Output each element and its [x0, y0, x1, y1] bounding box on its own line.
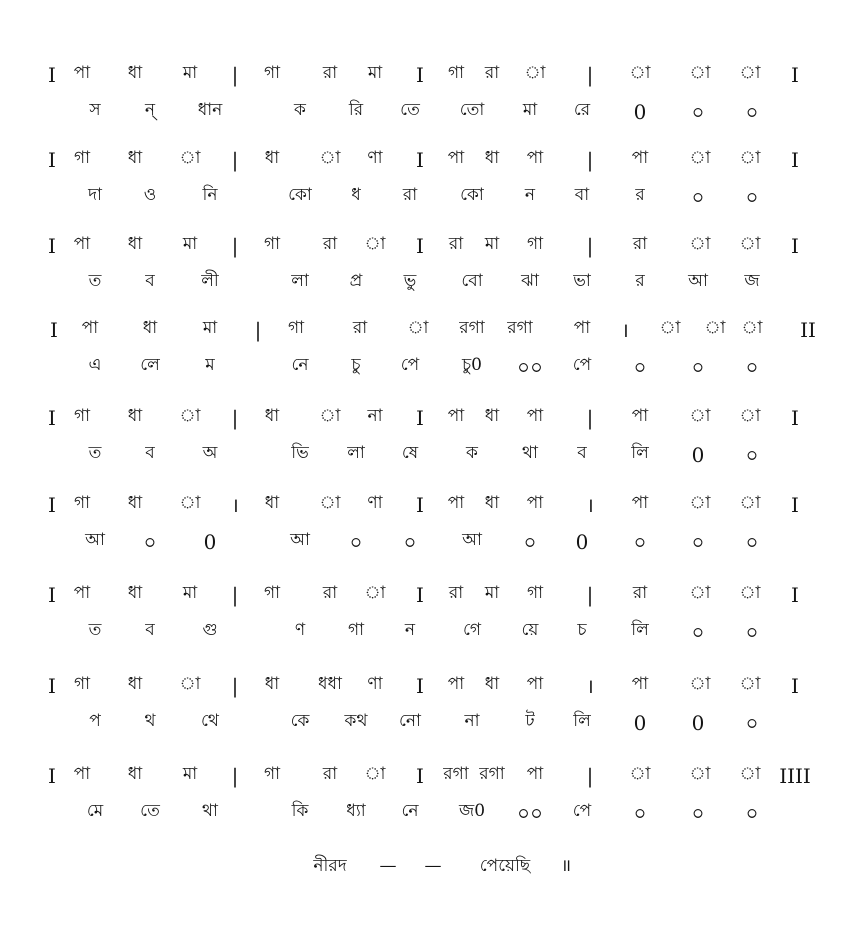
footer-word-peyechi: পেয়েছি [479, 856, 531, 876]
swara-cell: া [689, 63, 711, 83]
swara-cell: পা [631, 406, 649, 426]
lyric-syllable: ভু [403, 271, 417, 291]
swara-cell: পা [73, 583, 91, 603]
swara-cell: া [364, 583, 386, 603]
lyric-syllable: ০ [745, 711, 759, 735]
swara-cell: া [629, 63, 651, 83]
swara-cell: I [791, 148, 799, 172]
swara-cell: পা [73, 234, 91, 254]
swara-cell: পা [447, 674, 465, 694]
lyric-syllable: ব [145, 271, 155, 291]
footer-word-nirod: নীরদ [313, 856, 347, 876]
swara-cell: I [416, 674, 424, 698]
swara-cell: মা [182, 234, 198, 254]
swara-cell: পা [526, 406, 544, 426]
lyric-syllable: লী [201, 271, 219, 291]
swara-cell: I [416, 764, 424, 788]
swara-cell: I [50, 318, 58, 342]
swara-cell: গা [263, 234, 281, 254]
lyric-syllable: ক [466, 443, 478, 463]
lyric-syllable: ০ [691, 185, 705, 209]
swara-cell: I [48, 493, 56, 517]
swara-cell: গা [526, 583, 544, 603]
swara-cell: I [791, 63, 799, 87]
swara-cell: া [689, 493, 711, 513]
lyric-syllable: ত [88, 443, 102, 463]
swara-cell: া [739, 148, 761, 168]
swara-cell: । [586, 674, 594, 698]
lyric-syllable: ধ্যা [346, 801, 366, 821]
footer-dash-1: — [379, 856, 397, 876]
swara-cell: পা [447, 148, 465, 168]
swara-cell: I [416, 406, 424, 430]
swara-cell: া [364, 234, 386, 254]
lyric-syllable: কো [460, 185, 484, 205]
swara-cell: রা [484, 63, 500, 83]
swara-cell: মা [182, 583, 198, 603]
lyric-syllable: চ [577, 620, 587, 640]
lyric-syllable: থা [522, 443, 538, 463]
swara-cell: া [319, 406, 341, 426]
lyric-syllable: ০ [349, 530, 363, 554]
swara-cell: মা [202, 318, 218, 338]
swara-cell: I [791, 406, 799, 430]
lyric-syllable: রি [348, 100, 364, 120]
swara-cell: পা [447, 493, 465, 513]
lyric-syllable: গা [347, 620, 365, 640]
swara-cell: | [231, 406, 239, 430]
lyric-syllable: প্র [349, 271, 363, 291]
lyric-syllable: আ [85, 530, 105, 550]
lyric-syllable: কে [290, 711, 310, 731]
swara-cell: ধা [127, 493, 143, 513]
swara-cell: । [231, 493, 239, 517]
swara-cell: | [231, 148, 239, 172]
swara-cell: I [416, 148, 424, 172]
lyric-syllable: ০ [691, 530, 705, 554]
swara-cell: গা [287, 318, 305, 338]
lyric-syllable: য়ে [521, 620, 539, 640]
lyric-syllable: তো [459, 100, 485, 120]
swara-cell: ধা [127, 234, 143, 254]
swara-cell: II [800, 318, 816, 342]
lyric-syllable: বো [461, 271, 483, 291]
lyric-syllable: চু [351, 355, 361, 375]
swara-cell: রগা [459, 318, 485, 338]
swara-cell: গা [263, 583, 281, 603]
lyric-syllable: তে [400, 100, 420, 120]
lyric-syllable: ০ [691, 100, 705, 124]
swara-cell: না [367, 406, 383, 426]
lyric-syllable: ভি [291, 443, 309, 463]
lyric-syllable: চু0 [462, 355, 482, 375]
swara-cell: া [739, 764, 761, 784]
lyric-syllable: 0 [633, 100, 647, 124]
lyric-syllable: ধ [351, 185, 361, 205]
lyric-syllable: কো [288, 185, 312, 205]
lyric-syllable: ০ [633, 355, 647, 379]
lyric-syllable: ব [145, 620, 155, 640]
lyric-syllable: থা [202, 801, 218, 821]
swara-cell: রা [322, 764, 338, 784]
lyric-syllable: ০ [143, 530, 157, 554]
swara-cell: া [179, 406, 201, 426]
lyric-syllable: ও [143, 185, 157, 205]
swara-cell: রা [322, 234, 338, 254]
swara-cell: রগা [507, 318, 533, 338]
swara-cell: পা [447, 406, 465, 426]
swara-cell: রা [448, 234, 464, 254]
swara-cell: া [739, 406, 761, 426]
swara-cell: গা [447, 63, 465, 83]
swara-cell: া [739, 493, 761, 513]
lyric-syllable: এ [88, 355, 102, 375]
lyric-syllable: ০ [745, 443, 759, 467]
lyric-syllable: কথ [344, 711, 368, 731]
swara-cell: | [586, 148, 594, 172]
swara-cell: I [791, 234, 799, 258]
lyric-syllable: লা [347, 443, 365, 463]
swara-cell: ধা [264, 148, 280, 168]
swara-cell: I [48, 583, 56, 607]
swara-cell: রা [322, 63, 338, 83]
lyric-syllable: পে [400, 355, 420, 375]
lyric-syllable: প [89, 711, 101, 731]
lyric-syllable: ব [577, 443, 587, 463]
lyric-syllable: লে [140, 355, 160, 375]
swara-cell: ধা [127, 148, 143, 168]
swara-cell: I [48, 63, 56, 87]
lyric-syllable: আ [462, 530, 482, 550]
lyric-syllable: ব [145, 443, 155, 463]
swara-cell: গা [73, 406, 91, 426]
swara-cell: | [231, 764, 239, 788]
lyric-syllable: ন [404, 620, 416, 640]
lyric-syllable: ষে [401, 443, 419, 463]
lyric-syllable: গু [202, 620, 218, 640]
swara-cell: া [629, 764, 651, 784]
swara-cell: I [48, 148, 56, 172]
lyric-syllable: 0 [575, 530, 589, 554]
lyric-syllable: ০০ [516, 355, 544, 379]
lyric-syllable: 0 [691, 711, 705, 735]
swara-cell: ধা [127, 583, 143, 603]
swara-cell: পা [526, 764, 544, 784]
swara-cell: পা [73, 63, 91, 83]
swara-cell: I [416, 493, 424, 517]
lyric-syllable: মা [522, 100, 538, 120]
lyric-syllable: ০ [745, 801, 759, 825]
swara-cell: া [739, 583, 761, 603]
lyric-syllable: ম [205, 355, 215, 375]
lyric-syllable: পে [572, 801, 592, 821]
swara-cell: গা [526, 234, 544, 254]
swara-cell: মা [484, 234, 500, 254]
swara-cell: া [741, 318, 763, 338]
swara-cell: ধা [484, 493, 500, 513]
lyric-syllable: লি [573, 711, 591, 731]
swara-cell: পা [526, 674, 544, 694]
lyric-syllable: জ [744, 271, 760, 291]
swara-cell: ধা [484, 148, 500, 168]
swara-cell: ধা [127, 764, 143, 784]
swara-cell: া [364, 764, 386, 784]
lyric-syllable: থ [144, 711, 156, 731]
swara-cell: পা [526, 493, 544, 513]
swara-cell: া [689, 674, 711, 694]
lyric-syllable: ০ [745, 620, 759, 644]
swara-cell: া [689, 234, 711, 254]
swara-cell: ধা [127, 63, 143, 83]
lyric-syllable: লি [631, 620, 649, 640]
lyric-syllable: নে [291, 355, 309, 375]
lyric-syllable: র [635, 185, 645, 205]
lyric-syllable: নে [401, 801, 419, 821]
swara-cell: I [791, 493, 799, 517]
lyric-syllable: ন্ [144, 100, 156, 120]
lyric-syllable: ০০ [516, 801, 544, 825]
swara-cell: া [407, 318, 429, 338]
swara-cell: রা [632, 234, 648, 254]
swara-cell: | [231, 234, 239, 258]
swara-cell: পা [73, 764, 91, 784]
swara-cell: I [791, 583, 799, 607]
swara-cell: I [48, 674, 56, 698]
swara-cell: I [48, 406, 56, 430]
swara-cell: I [48, 764, 56, 788]
swara-cell: ধা [484, 406, 500, 426]
swara-cell: া [319, 493, 341, 513]
swara-cell: । [586, 493, 594, 517]
swara-cell: ধা [484, 674, 500, 694]
lyric-syllable: ০ [633, 801, 647, 825]
swara-cell: | [586, 764, 594, 788]
lyric-syllable: তে [140, 801, 160, 821]
swara-cell: | [586, 406, 594, 430]
lyric-syllable: অ [202, 443, 218, 463]
swara-cell: রা [448, 583, 464, 603]
swara-cell: IIII [779, 764, 811, 788]
lyric-syllable: কি [291, 801, 309, 821]
swara-cell: া [319, 148, 341, 168]
swara-cell: পা [631, 148, 649, 168]
swara-cell: | [254, 318, 262, 342]
lyric-syllable: ০ [403, 530, 417, 554]
lyric-syllable: নো [399, 711, 421, 731]
swara-cell: ধধা [318, 674, 342, 694]
swara-cell: া [179, 493, 201, 513]
swara-cell: রা [352, 318, 368, 338]
swara-cell: া [739, 674, 761, 694]
swara-cell: ধা [127, 406, 143, 426]
lyric-syllable: ক [294, 100, 306, 120]
swara-cell: পা [526, 148, 544, 168]
swara-cell: রা [632, 583, 648, 603]
lyric-syllable: ০ [745, 530, 759, 554]
swara-cell: রগা [479, 764, 505, 784]
lyric-syllable: ০ [633, 530, 647, 554]
swara-cell: গা [263, 63, 281, 83]
lyric-syllable: ০ [691, 801, 705, 825]
swara-cell: | [586, 234, 594, 258]
swara-cell: মা [484, 583, 500, 603]
swara-cell: I [416, 583, 424, 607]
swara-cell: রগা [443, 764, 469, 784]
lyric-syllable: নি [202, 185, 218, 205]
lyric-syllable: ০ [523, 530, 537, 554]
lyric-syllable: আ [688, 271, 708, 291]
swara-cell: I [416, 234, 424, 258]
lyric-syllable: থে [201, 711, 219, 731]
swara-cell: | [586, 583, 594, 607]
footer-dash-2: — [424, 856, 442, 876]
swara-cell: া [179, 148, 201, 168]
lyric-syllable: লা [291, 271, 309, 291]
footer-end-mark: ॥ [560, 856, 572, 876]
swara-cell: | [231, 63, 239, 87]
swara-cell: া [659, 318, 681, 338]
swara-cell: ণা [367, 148, 383, 168]
lyric-syllable: ট [525, 711, 535, 731]
lyric-syllable: ০ [691, 355, 705, 379]
lyric-syllable: আ [290, 530, 310, 550]
lyric-syllable: ঝা [521, 271, 539, 291]
swara-cell: । [621, 318, 629, 342]
swara-cell: ধা [142, 318, 158, 338]
swara-cell: া [739, 234, 761, 254]
lyric-syllable: ০ [745, 355, 759, 379]
lyric-syllable: রে [573, 100, 591, 120]
lyric-syllable: রা [402, 185, 418, 205]
swara-cell: মা [182, 764, 198, 784]
swara-cell: ধা [127, 674, 143, 694]
lyric-syllable: জ0 [458, 801, 486, 821]
lyric-syllable: ভা [573, 271, 591, 291]
swara-cell: া [689, 406, 711, 426]
lyric-syllable: না [464, 711, 480, 731]
swara-cell: | [231, 674, 239, 698]
lyric-syllable: ত [88, 271, 102, 291]
lyric-syllable: 0 [691, 443, 705, 467]
lyric-syllable: ধান [197, 100, 223, 120]
swara-cell: ণা [367, 493, 383, 513]
lyric-syllable: পে [572, 355, 592, 375]
swara-cell: া [689, 583, 711, 603]
swara-cell: পা [573, 318, 591, 338]
swara-cell: ধা [264, 406, 280, 426]
swara-cell: গা [73, 493, 91, 513]
swara-cell: মা [182, 63, 198, 83]
swara-cell: ধা [264, 674, 280, 694]
swara-cell: | [586, 63, 594, 87]
lyric-syllable: ত [88, 620, 102, 640]
swara-cell: া [689, 764, 711, 784]
lyric-syllable: 0 [633, 711, 647, 735]
swara-cell: গা [73, 148, 91, 168]
swara-cell: রা [322, 583, 338, 603]
footer-line [0, 850, 844, 890]
swara-cell: া [179, 674, 201, 694]
lyric-syllable: লি [631, 443, 649, 463]
swara-cell: া [689, 148, 711, 168]
lyric-syllable: ন [524, 185, 536, 205]
lyric-syllable: স [89, 100, 101, 120]
swara-cell: া [739, 63, 761, 83]
lyric-syllable: ০ [745, 100, 759, 124]
swara-cell: I [791, 674, 799, 698]
swara-cell: I [48, 234, 56, 258]
swara-cell: ণা [367, 674, 383, 694]
lyric-syllable: ণ [294, 620, 306, 640]
lyric-syllable: 0 [203, 530, 217, 554]
lyric-syllable: বা [574, 185, 590, 205]
lyric-syllable: গে [462, 620, 482, 640]
swara-cell: I [416, 63, 424, 87]
swara-cell: া [704, 318, 726, 338]
swara-cell: গা [73, 674, 91, 694]
swara-cell: া [524, 63, 546, 83]
lyric-syllable: মে [86, 801, 104, 821]
lyric-syllable: র [635, 271, 645, 291]
swara-cell: পা [81, 318, 99, 338]
lyric-syllable: ০ [691, 620, 705, 644]
swara-cell: পা [631, 493, 649, 513]
swara-cell: | [231, 583, 239, 607]
swara-cell: পা [631, 674, 649, 694]
swara-cell: ধা [264, 493, 280, 513]
swara-cell: গা [263, 764, 281, 784]
lyric-syllable: দা [88, 185, 102, 205]
swara-cell: মা [367, 63, 383, 83]
lyric-syllable: ০ [745, 185, 759, 209]
